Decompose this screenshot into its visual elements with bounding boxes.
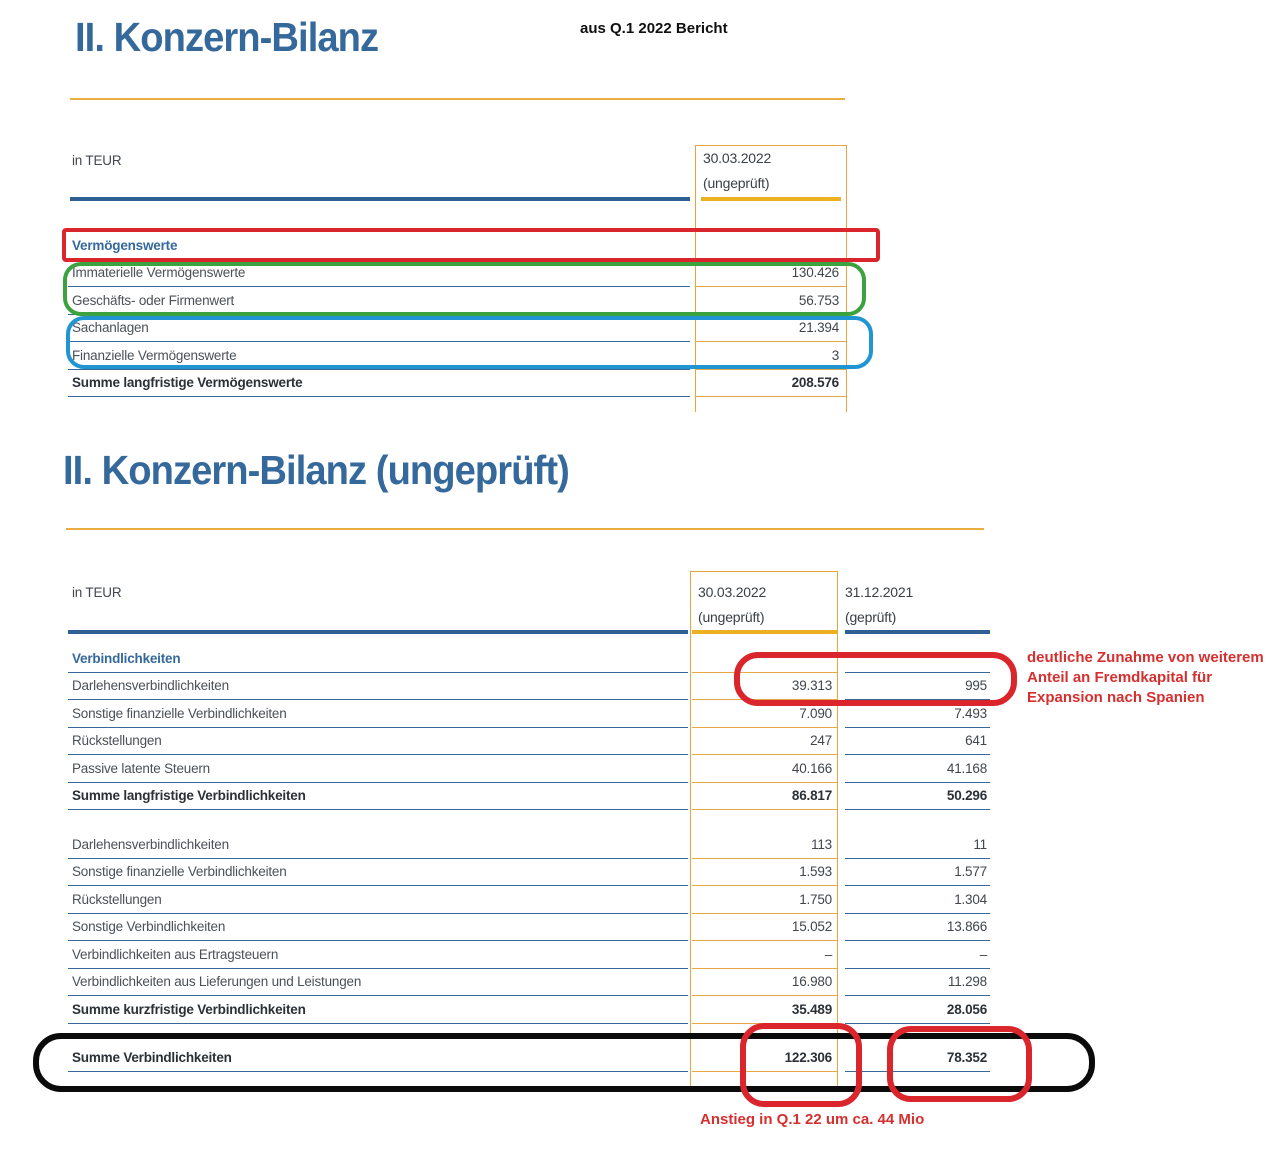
page-title-1: II. Konzern-Bilanz [75,14,379,60]
annotation-red-circle-total-2022 [740,1023,862,1107]
row-value-2021: 11.298 [845,969,990,997]
table-section-gap [68,810,990,831]
row-value-2022: 35.489 [692,996,838,1024]
table-sum-row [68,783,990,811]
row-label: Geschäfts- oder Firmenwert [68,287,690,315]
row-label: Immaterielle Vermögenswerte [68,260,690,288]
table2-header-rule-gold [692,630,838,634]
row-value-2022: 1.593 [692,859,838,887]
row-label: Verbindlichkeiten aus Lieferungen und Leistungen [68,969,688,997]
row-label: Rückstellungen [68,886,688,914]
row-label: Sachanlagen [68,315,690,343]
row-value-2022: 86.817 [692,783,838,811]
row-value-2022: 130.426 [695,260,847,288]
table1-header-rule-gold [701,197,841,201]
section-heading: Vermögenswerte [68,232,690,260]
table1-header-rule-blue [70,197,690,201]
annotation-blue-box-tangibles [66,316,873,369]
row-label: Summe langfristige Verbindlichkeiten [68,783,688,811]
row-label: Summe Verbindlichkeiten [68,1045,688,1073]
row-label: Darlehensverbindlichkeiten [68,831,688,859]
table2-column1-status: (ungeprüft) [698,609,765,625]
row-value-2021: 995 [845,673,990,701]
row-label: Darlehensverbindlichkeiten [68,673,688,701]
table2-header-rule-blue-2 [845,630,990,634]
row-value-2022: 1.750 [692,886,838,914]
row-label: Sonstige Verbindlichkeiten [68,914,688,942]
row-value-2021: – [845,941,990,969]
section-heading: Verbindlichkeiten [68,645,688,673]
row-value-2022: 113 [692,831,838,859]
annotation-red-box-vermoegenswerte [62,228,880,262]
table2-column2-header [845,580,913,630]
divider-line-2 [66,528,984,530]
row-label: Sonstige finanzielle Verbindlichkeiten [68,700,688,728]
table-row [68,914,990,942]
table-sum-row [68,370,847,398]
row-label: Sonstige finanzielle Verbindlichkeiten [68,859,688,887]
row-label: Summe kurzfristige Verbindlichkeiten [68,996,688,1024]
table1-unit-label: in TEUR [72,153,122,168]
row-value-2022: – [692,941,838,969]
row-value-2022: 16.980 [692,969,838,997]
row-value-2022: 39.313 [692,673,838,701]
row-value-2021: 28.056 [845,996,990,1024]
row-value-2021: 11 [845,831,990,859]
table1-column-header [703,146,771,196]
row-value-2021: 78.352 [845,1045,990,1073]
table1-column-status: (ungeprüft) [703,175,770,191]
row-value-2021: 50.296 [845,783,990,811]
bottom-annotation-note: Anstieg in Q.1 22 um ca. 44 Mio [700,1111,925,1128]
row-value-2021: 1.304 [845,886,990,914]
row-value-2022: 122.306 [692,1045,838,1073]
table2-column2-status: (geprüft) [845,609,897,625]
table-row [68,728,990,756]
row-value-2021: 7.493 [845,700,990,728]
row-value-2022: 40.166 [692,755,838,783]
table-row [68,755,990,783]
table2-column2-date: 31.12.2021 [845,584,914,600]
table-row [68,859,990,887]
source-note: aus Q.1 2022 Bericht [580,20,728,37]
row-value-2022: 3 [695,342,847,370]
annotation-red-circle-total-2021 [887,1026,1032,1102]
row-value-2022: 208.576 [695,370,847,398]
table-row [68,831,990,859]
row-value-2022: 15.052 [692,914,838,942]
row-value-2022: 21.394 [695,315,847,343]
row-label: Summe langfristige Vermögenswerte [68,370,690,398]
row-value-2022: 247 [692,728,838,756]
row-value-2021: 1.577 [845,859,990,887]
row-value-2021: 641 [845,728,990,756]
row-value-2022: 56.753 [695,287,847,315]
table2-header-rule-blue [68,630,688,634]
table-sum-row [68,996,990,1024]
table-row [68,969,990,997]
side-annotation-note: deutliche Zunahme von weiterem Anteil an Fremdkapital für Expansion nach Spanien [1027,649,1264,706]
table2 [68,645,990,1072]
row-value-2021: 41.168 [845,755,990,783]
annotation-green-box-intangibles [63,262,866,316]
table2-unit-label: in TEUR [72,585,122,600]
row-value-2021: 13.866 [845,914,990,942]
table-row [68,886,990,914]
row-label: Passive latente Steuern [68,755,688,783]
row-label: Finanzielle Vermögenswerte [68,342,690,370]
table-row [68,941,990,969]
table2-column1-date: 30.03.2022 [698,584,767,600]
row-label: Rückstellungen [68,728,688,756]
annotation-red-box-darlehen-values [734,652,1017,706]
row-label: Verbindlichkeiten aus Ertragsteuern [68,941,688,969]
divider-line-1 [70,98,845,100]
row-value-2022: 7.090 [692,700,838,728]
table2-column1-header [698,580,766,630]
table1-column-date: 30.03.2022 [703,150,772,166]
page-title-2: II. Konzern-Bilanz (ungeprüft) [63,447,569,493]
